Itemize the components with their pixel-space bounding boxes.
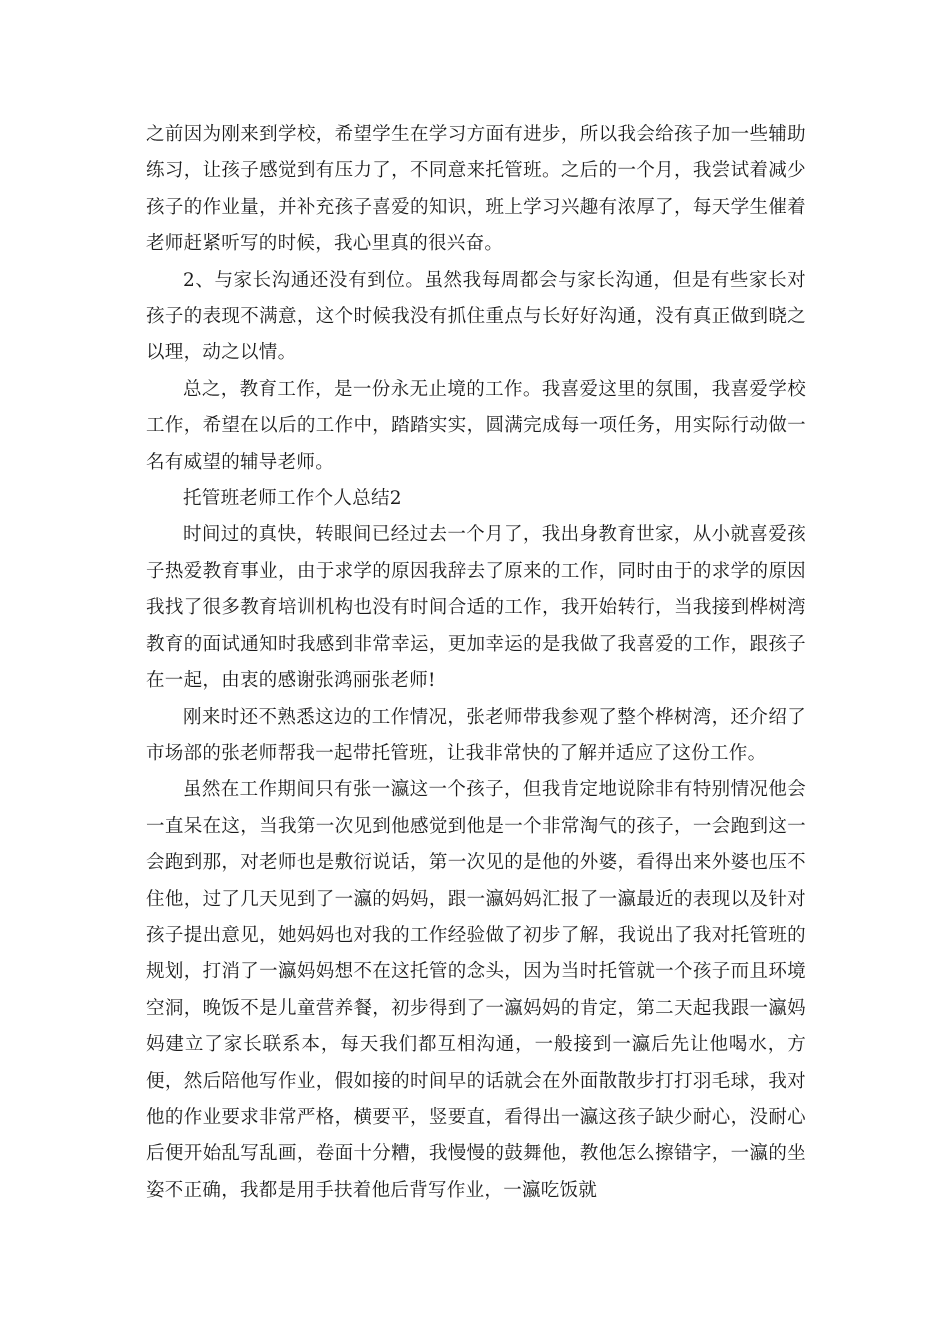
- paragraph-child-story: 虽然在工作期间只有张一瀛这一个孩子，但我肯定地说除非有特别情况他会一直呆在这，当我第一次见到他感觉到他是一个非常淘气的孩子，一会跑到这一会跑到那，对老师也是敷衍说话，第一次见的是他的外婆，看得出来外婆也压不住他，过了几天见到了一瀛的妈妈，跟一瀛妈妈汇报了一瀛最近的表现以及针对孩子提出意见，她妈妈也对我的工作经验做了初步了解，我说出了我对托管班的规划，打消了一瀛妈妈想不在这托管的念头，因为当时托管就一个孩子而且环境空洞，晚饭不是儿童营养餐，初步得到了一瀛妈妈的肯定，第二天起我跟一瀛妈妈建立了家长联系本，每天我们都互相沟通，一般接到一瀛后先让他喝水，方便，然后陪他写作业，假如接的时间早的话就会在外面散散步打打羽毛球，我对他的作业要求非常严格，横要平，竖要直，看得出一瀛这孩子缺少耐心，没耐心后便开始乱写乱画，卷面十分糟，我慢慢的鼓舞他，教他怎么擦错字，一瀛的坐姿不正确，我都是用手扶着他后背写作业，一瀛吃饭就: [146, 779, 806, 1201]
- paragraph-parent-communication: 2、与家长沟通还没有到位。虽然我每周都会与家长沟通，但是有些家长对孩子的表现不满意，这个时候我没有抓住重点与长好好沟通，没有真正做到晓之以理，动之以情。: [146, 269, 806, 364]
- paragraph-intro: 时间过的真快，转眼间已经过去一个月了，我出身教育世家，从小就喜爱孩子热爱教育事业，由于求学的原因我辞去了原来的工作，同时由于的求学的原因我找了很多教育培训机构也没有时间合适的工作，我开始转行，当我接到桦树湾教育的面试通知时我感到非常幸运，更加幸运的是我做了我喜爱的工作，跟孩子在一起，由衷的感谢张鸿丽张老师!: [146, 524, 806, 692]
- paragraph-continuation: 之前因为刚来到学校，希望学生在学习方面有进步，所以我会给孩子加一些辅助练习，让孩子感觉到有压力了，不同意来托管班。之后的一个月，我尝试着减少孩子的作业量，并补充孩子喜爱的知识，班上学习兴趣有浓厚了，每天学生催着老师赶紧听写的时候，我心里真的很兴奋。: [146, 124, 806, 255]
- document-page: [146, 117, 806, 1209]
- paragraph-arrival: 刚来时还不熟悉这边的工作情况，张老师带我参观了整个桦树湾，还介绍了市场部的张老师帮我一起带托管班，让我非常快的了解并适应了这份工作。: [146, 706, 806, 764]
- paragraph-conclusion: 总之，教育工作，是一份永无止境的工作。我喜爱这里的氛围，我喜爱学校工作，希望在以后的工作中，踏踏实实，圆满完成每一项任务，用实际行动做一名有威望的辅导老师。: [146, 378, 806, 473]
- section-heading: 托管班老师工作个人总结2: [183, 488, 402, 510]
